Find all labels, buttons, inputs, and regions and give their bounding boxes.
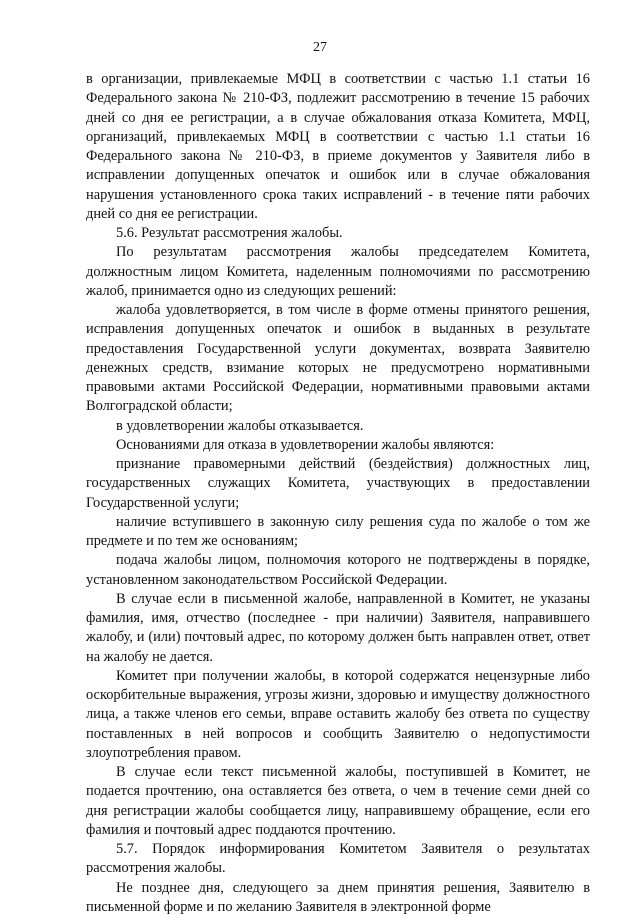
paragraph: жалоба удовлетворяется, в том числе в форме отмены принятого решения, исправления допущенных опечаток и ошибок в выданных в результате предоставления Государственной услуги документах, возврата Заявителю денежных средств, взимание которых не предусмотрено нормативными правовыми актами Российской Федерации, нормативными правовыми актами Волгоградской области; [86, 301, 590, 417]
paragraph: В случае если текст письменной жалобы, поступившей в Комитет, не подается прочтению, она оставляется без ответа, о чем в течение семи дней со дня регистрации жалобы сообщается лицу, направившему обращение, если его фамилия и почтовый адрес поддаются прочтению. [86, 763, 590, 840]
paragraph: наличие вступившего в законную силу решения суда по жалобе о том же предмете и по тем же основаниям; [86, 513, 590, 552]
paragraph: По результатам рассмотрения жалобы председателем Комитета, должностным лицом Комитета, наделенным полномочиями по рассмотрению жалоб, принимается одно из следующих решений: [86, 243, 590, 301]
paragraph: в удовлетворении жалобы отказывается. [86, 417, 590, 436]
paragraph: подача жалобы лицом, полномочия которого не подтверждены в порядке, установленном законодательством Российской Федерации. [86, 551, 590, 590]
paragraph: признание правомерными действий (бездействия) должностных лиц, государственных служащих Комитета, участвующих в предоставлении Государственной услуги; [86, 455, 590, 513]
section-heading-5-6: 5.6. Результат рассмотрения жалобы. [86, 224, 590, 243]
paragraph: Основаниями для отказа в удовлетворении жалобы являются: [86, 436, 590, 455]
paragraph: В случае если в письменной жалобе, направленной в Комитет, не указаны фамилия, имя, отчество (последнее - при наличии) Заявителя, направившего жалобу, и (или) почтовый адрес, по которому должен быть направлен ответ, ответ на жалобу не дается. [86, 590, 590, 667]
paragraph: Не позднее дня, следующего за днем принятия решения, Заявителю в письменной форме и по желанию Заявителя в электронной форме [86, 879, 590, 917]
paragraph-continuation: в организации, привлекаемые МФЦ в соответствии с частью 1.1 статьи 16 Федерального закона № 210-ФЗ, подлежит рассмотрению в течение 15 рабочих дней со дня ее регистрации, а в случае обжалования отказа Комитета, МФЦ, организаций, привлекаемых МФЦ в соответствии с частью 1.1 статьи 16 Федерального закона № 210-ФЗ, в приеме документов у Заявителя либо в исправлении допущенных опечаток и ошибок или в случае обжалования нарушения установленного срока таких исправлений - в течение пяти рабочих дней со дня ее регистрации. [86, 70, 590, 224]
document-body [86, 70, 590, 917]
page-number: 27 [0, 40, 640, 56]
paragraph: Комитет при получении жалобы, в которой содержатся нецензурные либо оскорбительные выражения, угрозы жизни, здоровью и имуществу должностного лица, а также членов его семьи, вправе оставить жалобу без ответа по существу поставленных в ней вопросов и сообщить Заявителю о недопустимости злоупотребления правом. [86, 667, 590, 763]
section-heading-5-7: 5.7. Порядок информирования Комитетом Заявителя о результатах рассмотрения жалобы. [86, 840, 590, 879]
